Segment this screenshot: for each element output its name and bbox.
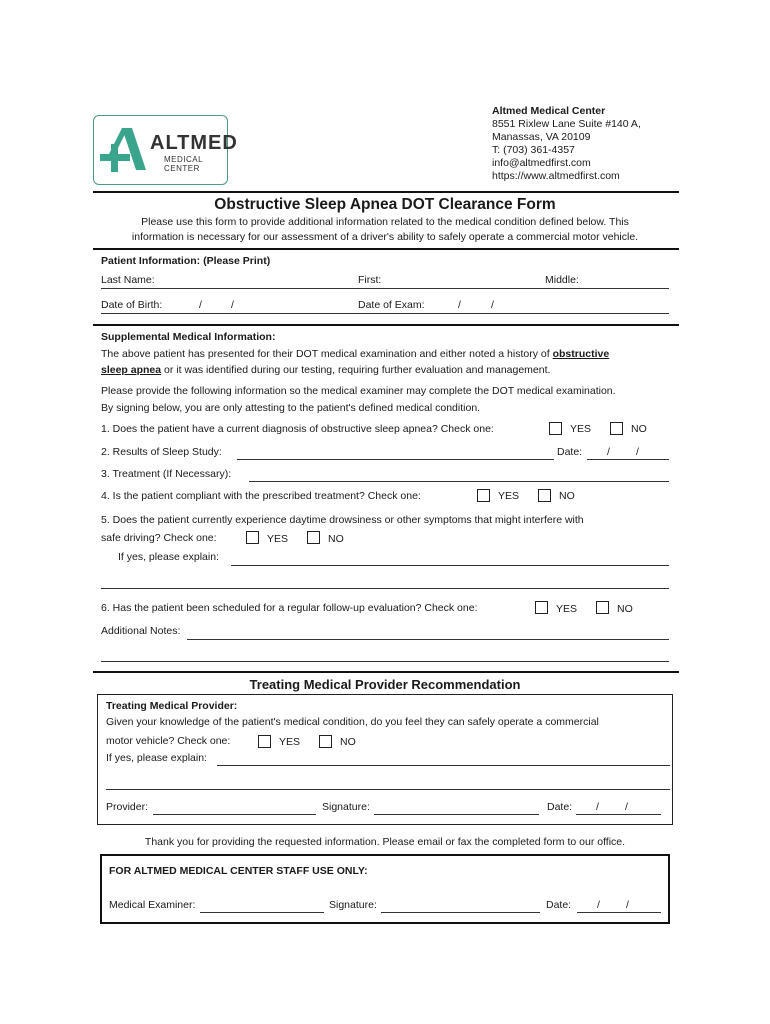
staff-date-field[interactable] (577, 912, 661, 913)
exam-date-slash-2: / (491, 299, 494, 311)
question-5-cont: safe driving? Check one: (101, 532, 217, 544)
intro-line-2: information is necessary for our assessment of a driver's ability to safely operate a commercial motor vehicle. (131, 231, 639, 243)
provider-box (97, 694, 673, 825)
sleep-study-date-field[interactable] (587, 459, 669, 460)
provider-date-field[interactable] (576, 814, 661, 815)
provider-label: Provider: (106, 801, 149, 813)
provider-date-label: Date: (547, 801, 573, 813)
provider-explain-field[interactable] (217, 765, 670, 766)
clinic-name: Altmed Medical Center (492, 105, 606, 117)
provider-no-label: NO (340, 736, 356, 748)
supplemental-p2: Please provide the following information so the medical examiner may complete the DOT medical examination. (101, 385, 616, 397)
divider (93, 248, 679, 250)
clinic-email: info@altmedfirst.com (492, 157, 591, 169)
provider-question-1: Given your knowledge of the patient's medical condition, do you feel they can safely operate a commercial (106, 716, 599, 728)
question-1: 1. Does the patient have a current diagnosis of obstructive sleep apnea? Check one: (101, 423, 494, 435)
provider-question-2: motor vehicle? Check one: (106, 735, 231, 747)
provider-signature-label: Signature: (322, 801, 370, 813)
clinic-address (492, 105, 641, 183)
exam-date-label: Date of Exam: (358, 299, 425, 311)
treatment-field[interactable] (249, 481, 669, 482)
q4-no-checkbox[interactable] (538, 489, 551, 502)
divider (93, 324, 679, 326)
question-4: 4. Is the patient compliant with the prescribed treatment? Check one: (101, 490, 421, 502)
q4-yes-checkbox[interactable] (477, 489, 490, 502)
q2-date-slash-1: / (607, 446, 610, 458)
logo-brand: ALTMED (150, 132, 238, 154)
divider (93, 671, 679, 673)
last-name-label: Last Name: (101, 274, 155, 286)
q6-no-checkbox[interactable] (596, 601, 609, 614)
provider-explain-label: If yes, please explain: (106, 752, 207, 764)
middle-name-label: Middle: (545, 274, 579, 286)
q6-yes-label: YES (556, 603, 578, 615)
q5-yes-label: YES (267, 533, 289, 545)
provider-yes-label: YES (279, 736, 301, 748)
clinic-address-line1: 8551 Rixlew Lane Suite #140 A, (492, 118, 641, 130)
q2-date-label: Date: (557, 446, 583, 458)
q4-no-label: NO (559, 490, 575, 502)
intro-line-1: Please use this form to provide additional information related to the medical condition defined below. This (141, 216, 629, 228)
dob-slash-1: / (199, 299, 202, 311)
additional-notes-field-2[interactable] (101, 661, 669, 662)
altmed-logo-icon (98, 126, 148, 174)
clinic-address-line2: Manassas, VA 20109 (492, 131, 591, 143)
staff-box (100, 854, 670, 924)
supplemental-p1-cont: sleep apnea or it was identified during our testing, requiring further evaluation and management. (101, 364, 551, 376)
q5-no-label: NO (328, 533, 344, 545)
staff-signature-field[interactable] (381, 912, 540, 913)
dob-field-line[interactable] (101, 313, 669, 314)
additional-notes-label: Additional Notes: (101, 625, 181, 637)
provider-no-checkbox[interactable] (319, 735, 332, 748)
q5-yes-checkbox[interactable] (246, 531, 259, 544)
q5-explain-label: If yes, please explain: (118, 551, 219, 563)
provider-date-slash-2: / (625, 801, 628, 813)
question-3: 3. Treatment (If Necessary): (101, 468, 232, 480)
name-field-line[interactable] (101, 288, 669, 289)
q4-yes-label: YES (498, 490, 520, 502)
additional-notes-field[interactable] (187, 639, 669, 640)
provider-explain-field-2[interactable] (106, 789, 670, 790)
provider-signature-field[interactable] (374, 814, 539, 815)
provider-yes-checkbox[interactable] (258, 735, 271, 748)
q1-no-label: NO (631, 423, 647, 435)
supplemental-p1: The above patient has presented for their DOT medical examination and either noted a history of obstructive (101, 348, 610, 360)
clinic-website: https://www.altmedfirst.com (492, 170, 620, 182)
q5-explain-field-2[interactable] (101, 588, 669, 589)
q6-no-label: NO (617, 603, 633, 615)
staff-date-slash-1: / (597, 899, 600, 911)
q1-yes-checkbox[interactable] (549, 422, 562, 435)
q5-explain-field[interactable] (231, 565, 669, 566)
q1-yes-label: YES (570, 423, 592, 435)
q2-date-slash-2: / (636, 446, 639, 458)
provider-section-title: Treating Medical Provider Recommendation (249, 677, 521, 692)
question-6: 6. Has the patient been scheduled for a regular follow-up evaluation? Check one: (101, 602, 478, 614)
provider-heading: Treating Medical Provider: (106, 700, 238, 712)
exam-date-slash-1: / (458, 299, 461, 311)
q5-no-checkbox[interactable] (307, 531, 320, 544)
examiner-label: Medical Examiner: (109, 899, 196, 911)
clinic-phone: T: (703) 361-4357 (492, 144, 575, 156)
staff-signature-label: Signature: (329, 899, 377, 911)
supplemental-p3: By signing below, you are only attesting to the patient's defined medical condition. (101, 402, 481, 414)
dob-slash-2: / (231, 299, 234, 311)
staff-date-label: Date: (546, 899, 572, 911)
logo-subtitle: MEDICAL CENTER (164, 155, 203, 173)
staff-date-slash-2: / (626, 899, 629, 911)
thanks-note: Thank you for providing the requested information. Please email or fax the completed form to our office. (144, 836, 626, 848)
sleep-study-field[interactable] (237, 459, 554, 460)
examiner-field[interactable] (200, 912, 324, 913)
dob-label: Date of Birth: (101, 299, 163, 311)
patient-info-heading: Patient Information: (Please Print) (101, 255, 271, 267)
question-2: 2. Results of Sleep Study: (101, 446, 222, 458)
staff-heading: FOR ALTMED MEDICAL CENTER STAFF USE ONLY: (109, 865, 368, 877)
provider-name-field[interactable] (153, 814, 316, 815)
supplemental-heading: Supplemental Medical Information: (101, 331, 276, 343)
provider-date-slash-1: / (596, 801, 599, 813)
question-5: 5. Does the patient currently experience daytime drowsiness or other symptoms that might interfere with (101, 514, 584, 526)
first-name-label: First: (358, 274, 382, 286)
form-title: Obstructive Sleep Apnea DOT Clearance Form (214, 196, 556, 213)
divider (93, 191, 679, 193)
logo (93, 115, 238, 185)
q1-no-checkbox[interactable] (610, 422, 623, 435)
q6-yes-checkbox[interactable] (535, 601, 548, 614)
